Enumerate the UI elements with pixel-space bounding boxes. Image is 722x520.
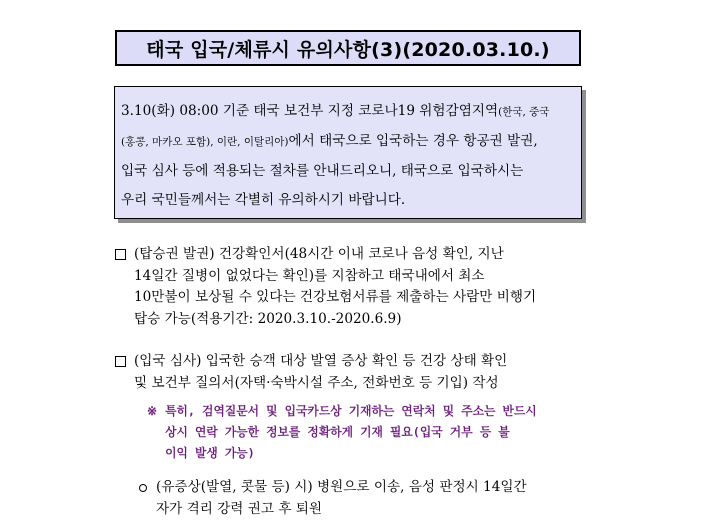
section-symptoms xyxy=(139,477,599,520)
circle-bullet-icon xyxy=(139,484,147,492)
section-boarding-line-2: 14일간 질병이 없었다는 확인)를 지참하고 태국내에서 최소 xyxy=(134,266,536,288)
section-boarding-line-4: 탑승 가능(적용기간: 2020.3.10.-2020.6.9) xyxy=(134,309,536,331)
notice-line-4: 우리 국민들께서는 각별히 유의하시기 바랍니다. xyxy=(121,186,581,215)
warning-note-line-2: 상시 연락 가능한 정보를 정확하게 기재 필요(입국 거부 등 불 xyxy=(165,422,537,443)
section-immigration xyxy=(115,351,595,394)
reference-mark-icon: ※ xyxy=(147,401,157,422)
section-symptoms-line-2: 자가 격리 강력 권고 후 퇴원 xyxy=(156,499,527,520)
section-boarding-line-3: 10만불이 보상될 수 있다는 건강보험서류를 제출하는 사람만 비행기 xyxy=(134,287,536,309)
notice-line-1 xyxy=(121,97,581,127)
document-title-box xyxy=(115,30,581,66)
notice-line-2-small: (홍콩, 마카오 포함), 이란, 이탈리아) xyxy=(121,136,289,148)
notice-line-1-small: (한국, 중국 xyxy=(498,106,549,118)
warning-note-line-1: 특히, 검역질문서 및 입국카드상 기재하는 연락처 및 주소는 반드시 xyxy=(165,401,537,422)
section-boarding-line-1: (탑승권 발권) 건강확인서(48시간 이내 코로나 음성 확인, 지난 xyxy=(134,244,536,266)
warning-note-line-3: 이익 발생 가능) xyxy=(165,443,537,464)
notice-line-2 xyxy=(121,127,581,157)
warning-note xyxy=(147,401,587,464)
section-immigration-line-2: 및 보건부 질의서(자택·숙박시설 주소, 전화번호 등 기입) 작성 xyxy=(134,373,507,395)
notice-line-3: 입국 심사 등에 적용되는 절차를 안내드리오니, 태국으로 입국하시는 xyxy=(121,157,581,186)
section-immigration-line-1: (입국 심사) 입국한 승객 대상 발열 증상 확인 등 건강 상태 확인 xyxy=(134,351,507,373)
notice-line-1-text: 3.10(화) 08:00 기준 태국 보건부 지정 코로나19 위험감염지역 xyxy=(121,103,498,119)
checkbox-icon xyxy=(115,249,126,260)
section-boarding xyxy=(115,244,595,330)
notice-box xyxy=(114,86,582,219)
notice-line-2-text: 에서 태국으로 입국하는 경우 항공권 발권, xyxy=(289,133,538,149)
document-title: 태국 입국/체류시 유의사항(3)(2020.03.10.) xyxy=(146,35,549,62)
checkbox-icon xyxy=(115,356,126,367)
section-symptoms-line-1: (유증상(발열, 콧물 등) 시) 병원으로 이송, 음성 판정시 14일간 xyxy=(156,477,527,499)
